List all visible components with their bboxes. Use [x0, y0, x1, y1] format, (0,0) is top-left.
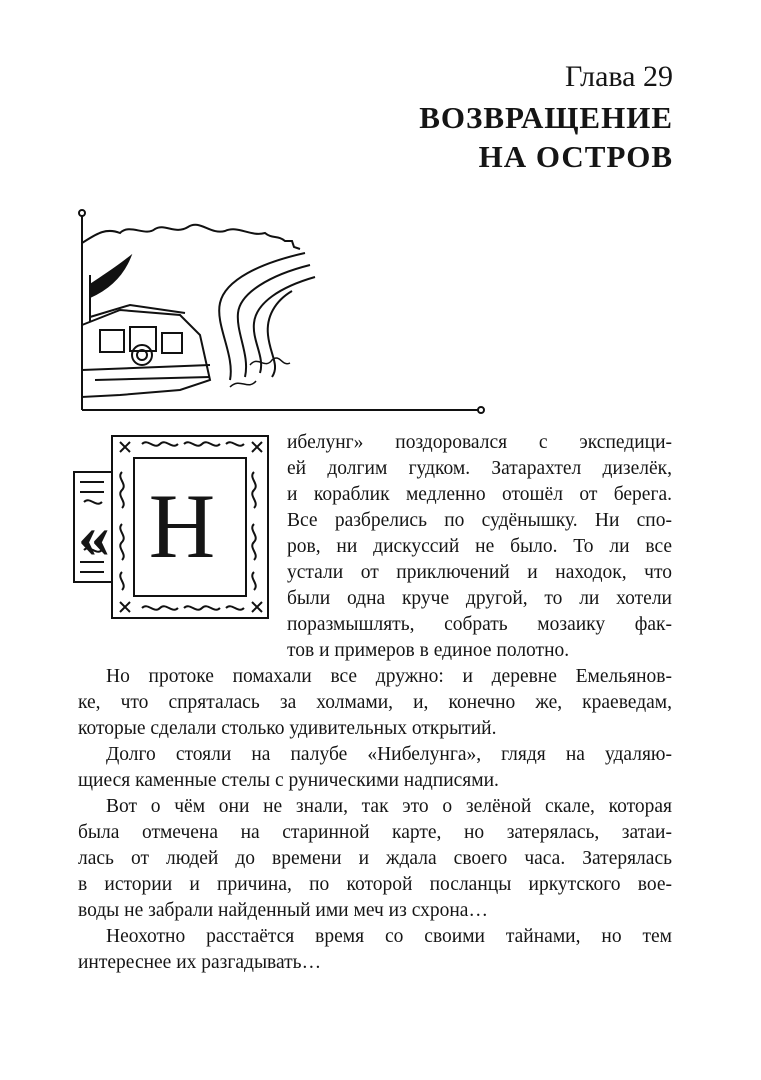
text-line: были одна круче другой, то ли хотели [287, 588, 672, 609]
chapter-title [253, 98, 673, 176]
text-line: Неохотно расстаётся время со своими тайнами, но тем [106, 926, 672, 947]
text-line: в истории и причина, по которой посланцы иркутского вое- [78, 874, 672, 895]
text-line: которые сделали столько удивительных открытий. [78, 718, 497, 739]
text-line: ке, что спряталась за холмами, и, конечно же, краеведам, [78, 692, 672, 713]
text-line: Вот о чём они не знали, так это о зелёной скале, которая [106, 796, 672, 817]
drop-cap-letter: Н [148, 475, 216, 577]
text-line: тов и примеров в единое полотно. [287, 640, 570, 661]
text-line: щиеся каменные стелы с руническими надписями. [78, 770, 499, 791]
text-line: ибелунг» поздоровался с экспедици- [287, 432, 672, 453]
ship-illustration [60, 205, 490, 420]
text-line: Но протоке помахали все дружно: и деревне Емельянов- [106, 666, 672, 687]
chapter-number: Глава 29 [565, 60, 673, 93]
text-line: и кораблик медленно отошёл от берега. [287, 484, 672, 505]
chapter-title-line-2: НА ОСТРОВ [478, 139, 673, 174]
text-line: устали от приключений и находок, что [287, 562, 672, 583]
text-line: Все разбрелись по судёнышку. Ни спо- [287, 510, 672, 531]
text-line: ей долгим гудком. Затарахтел дизелёк, [287, 458, 672, 479]
drop-cap [72, 432, 272, 622]
text-line: воды не забрали найденный ими меч из схрона… [78, 900, 488, 921]
drop-cap-quote: « [78, 500, 110, 571]
text-line: интереснее их разгадывать… [78, 952, 322, 973]
chapter-title-line-1: ВОЗВРАЩЕНИЕ [419, 100, 673, 135]
text-line: была отмечена на старинной карте, но затерялась, затаи- [78, 822, 672, 843]
text-line: Долго стояли на палубе «Нибелунга», глядя на удаляю- [106, 744, 672, 765]
text-line: поразмышлять, собрать мозаику фак- [287, 614, 672, 635]
text-line: ров, ни дискуссий не было. То ли все [287, 536, 672, 557]
text-line: лась от людей до времени и ждала своего часа. Затерялась [78, 848, 672, 869]
